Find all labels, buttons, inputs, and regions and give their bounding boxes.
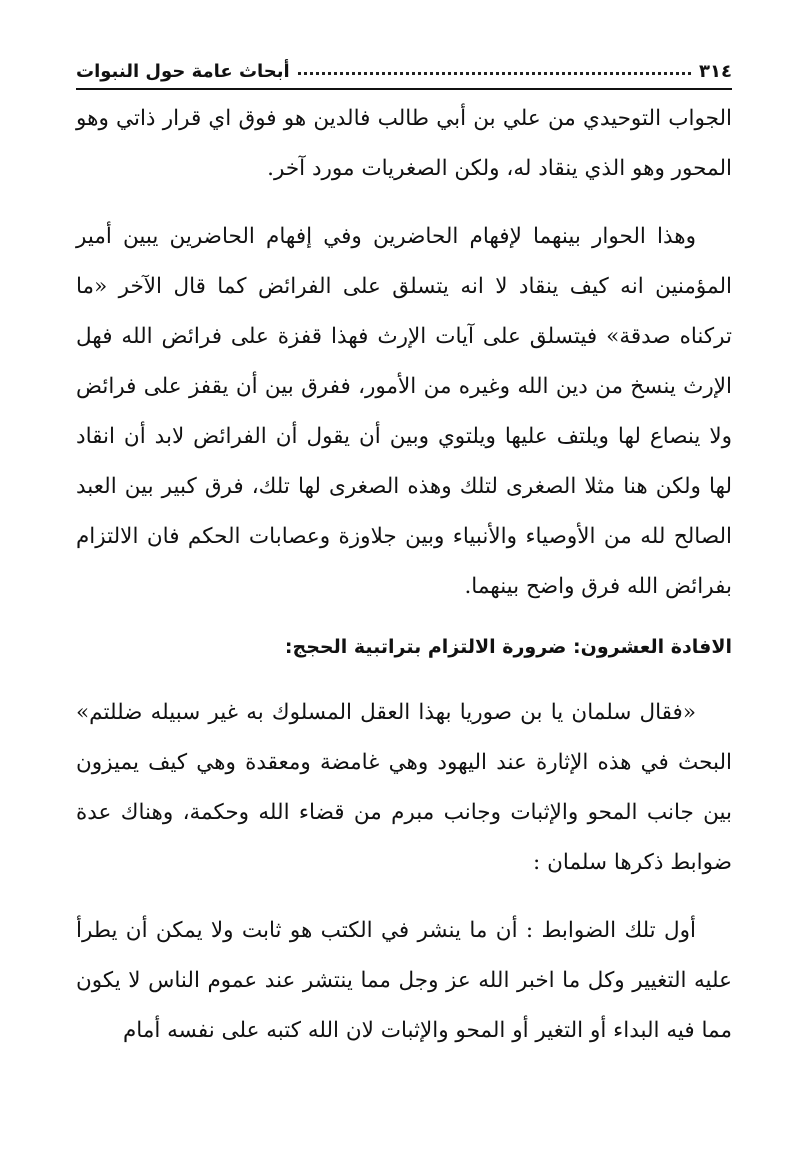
running-title: أبحاث عامة حول النبوات	[76, 61, 290, 82]
header-dotted-leader	[298, 70, 691, 75]
paragraph: أول تلك الضوابط : أن ما ينشر في الكتب هو ثابت ولا يمكن أن يطرأ عليه التغيير وكل ما اخبر الله عز وجل مما ينتشر عند عموم الناس لا يكون مما فيه البداء أو التغير أو المحو والإثبات لان الله كتبه على نفسه أمام	[76, 918, 732, 1043]
paragraph: وهذا الحوار بينهما لإفهام الحاضرين وفي إفهام الحاضرين يبين أمير المؤمنين انه كيف ينقاد لا انه يتسلق على الفرائض كما قال الآخر «ما تركناه صدقة» فيتسلق على آيات الإرث فهذا قفزة على فرائض الله فهل الإرث ينسخ من دين الله وغيره من الأمور، ففرق بين أن يقفز على فرائض ولا ينصاع لها ويلتف عليها ويلتوي وبين أن يقول أن الفرائض لابد أن انقاد لها ولكن هنا مثلا الصغرى لتلك وهذه الصغرى لها تلك، فرق كبير بين العبد الصالح لله من الأوصياء والأنبياء وبين جلاوزة وعصابات الحكم فان الالتزام بفرائض الله فرق واضح بينهما.	[76, 224, 732, 599]
page-body	[76, 94, 732, 1056]
header-rule	[76, 88, 732, 90]
paragraph: الجواب التوحيدي من علي بن أبي طالب فالدين هو فوق اي قرار ذاتي وهو المحور وهو الذي ينقاد له، ولكن الصغريات مورد آخر.	[76, 106, 732, 181]
page-number: ٣١٤	[699, 61, 732, 82]
page-header	[76, 36, 732, 82]
paragraph: «فقال سلمان يا بن صوريا بهذا العقل المسلوك به غير سبيله ضللتم» البحث في هذه الإثارة عند اليهود وهي غامضة ومعقدة وهي كيف يميزون بين جانب المحو والإثبات وجانب مبرم من قضاء الله وحكمة، وهناك عدة ضوابط ذكرها سلمان :	[76, 700, 732, 875]
section-heading: الافادة العشرون: ضرورة الالتزام بتراتبية الحجج:	[284, 636, 732, 658]
book-page	[76, 36, 732, 1146]
